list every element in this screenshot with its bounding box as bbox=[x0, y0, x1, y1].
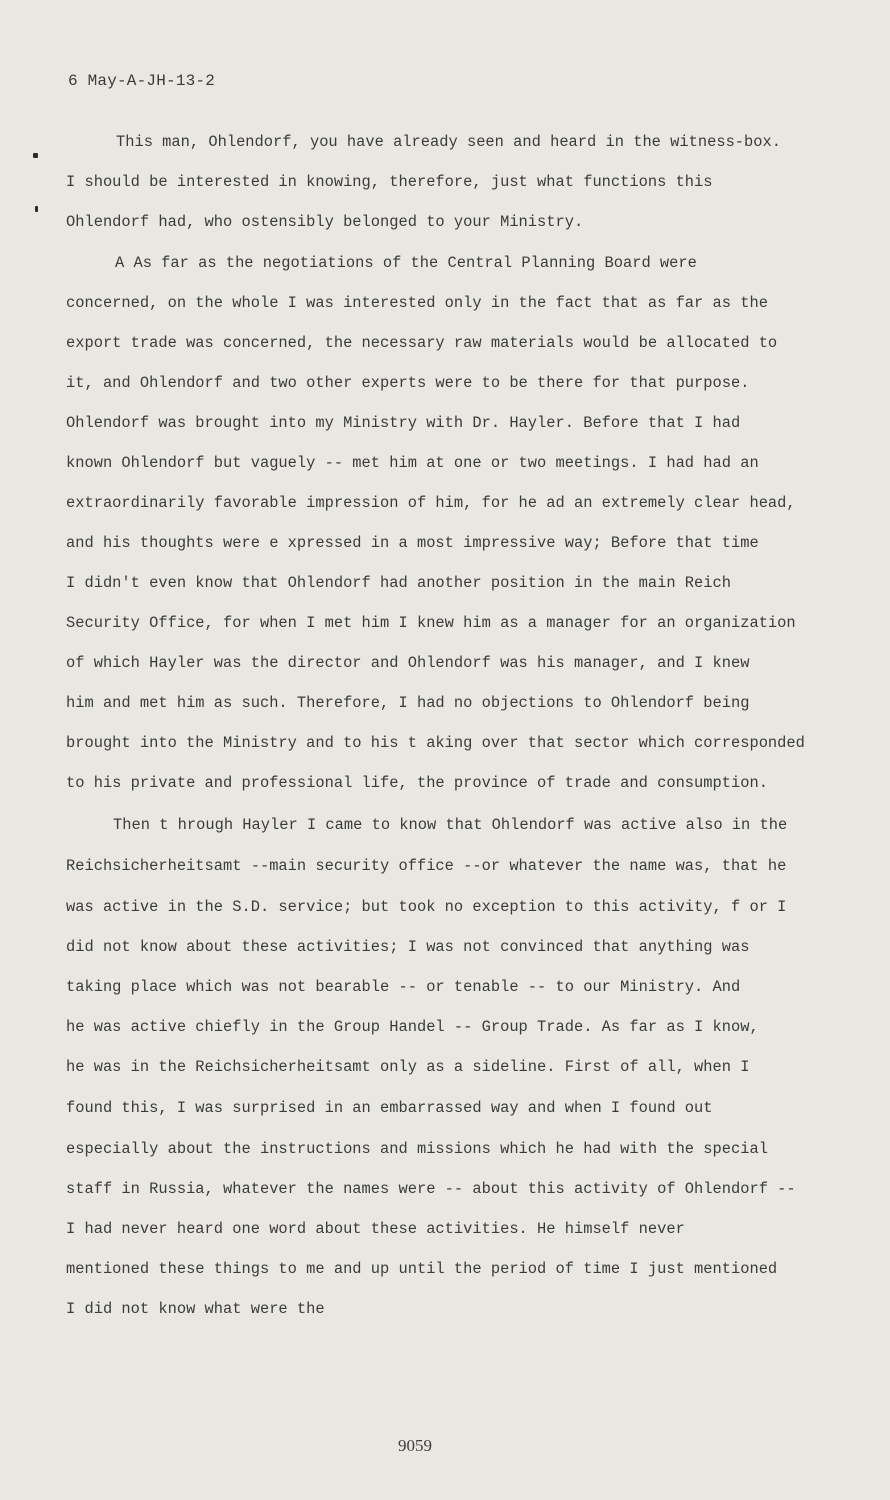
text-line: was active in the S.D. service; but took no exception to this activity, f or I bbox=[66, 898, 787, 916]
text-line: I did not know what were the bbox=[66, 1300, 325, 1318]
text-line: I had never heard one word about these activities. He himself never bbox=[66, 1220, 685, 1238]
text-line: to his private and professional life, the province of trade and consumption. bbox=[66, 774, 768, 792]
margin-mark bbox=[35, 206, 38, 212]
text-line: he was in the Reichsicherheitsamt only as a sideline. First of all, when I bbox=[66, 1058, 750, 1076]
text-line: export trade was concerned, the necessary raw materials would be allocated to bbox=[66, 334, 778, 352]
text-line: and his thoughts were e xpressed in a most impressive way; Before that time bbox=[66, 534, 759, 552]
text-line: especially about the instructions and missions which he had with the special bbox=[66, 1140, 768, 1158]
page-number: 9059 bbox=[398, 1436, 432, 1455]
text-line: Security Office, for when I met him I knew him as a manager for an organization bbox=[66, 614, 796, 632]
text-line: found this, I was surprised in an embarrassed way and when I found out bbox=[66, 1099, 713, 1117]
text-line: I should be interested in knowing, therefore, just what functions this bbox=[66, 173, 713, 191]
text-line: he was active chiefly in the Group Handel -- Group Trade. As far as I know, bbox=[66, 1018, 759, 1036]
text-line: A As far as the negotiations of the Central Planning Board were bbox=[115, 254, 697, 272]
text-line: of which Hayler was the director and Ohlendorf was his manager, and I knew bbox=[66, 654, 750, 672]
text-line: extraordinarily favorable impression of him, for he ad an extremely clear head, bbox=[66, 494, 796, 512]
text-line: him and met him as such. Therefore, I had no objections to Ohlendorf being bbox=[66, 694, 750, 712]
text-line: I didn't even know that Ohlendorf had another position in the main Reich bbox=[66, 574, 731, 592]
margin-mark bbox=[33, 153, 38, 158]
text-line: brought into the Ministry and to his t aking over that sector which corresponded bbox=[66, 734, 805, 752]
text-line: known Ohlendorf but vaguely -- met him at one or two meetings. I had had an bbox=[66, 454, 759, 472]
document-reference: 6 May-A-JH-13-2 bbox=[68, 72, 216, 90]
text-line: Ohlendorf was brought into my Ministry with Dr. Hayler. Before that I had bbox=[66, 414, 741, 432]
text-line: did not know about these activities; I was not convinced that anything was bbox=[66, 938, 750, 956]
text-line: taking place which was not bearable -- or tenable -- to our Ministry. And bbox=[66, 978, 741, 996]
text-line: Then t hrough Hayler I came to know that Ohlendorf was active also in the bbox=[113, 816, 788, 834]
text-line: it, and Ohlendorf and two other experts were to be there for that purpose. bbox=[66, 374, 750, 392]
text-line: Reichsicherheitsamt --main security office --or whatever the name was, that he bbox=[66, 857, 787, 875]
text-line: This man, Ohlendorf, you have already seen and heard in the witness-box. bbox=[116, 133, 781, 151]
text-line: Ohlendorf had, who ostensibly belonged to your Ministry. bbox=[66, 213, 584, 231]
text-line: staff in Russia, whatever the names were -- about this activity of Ohlendorf -- bbox=[66, 1180, 796, 1198]
text-line: mentioned these things to me and up until the period of time I just mentioned bbox=[66, 1260, 778, 1278]
text-line: concerned, on the whole I was interested only in the fact that as far as the bbox=[66, 294, 768, 312]
